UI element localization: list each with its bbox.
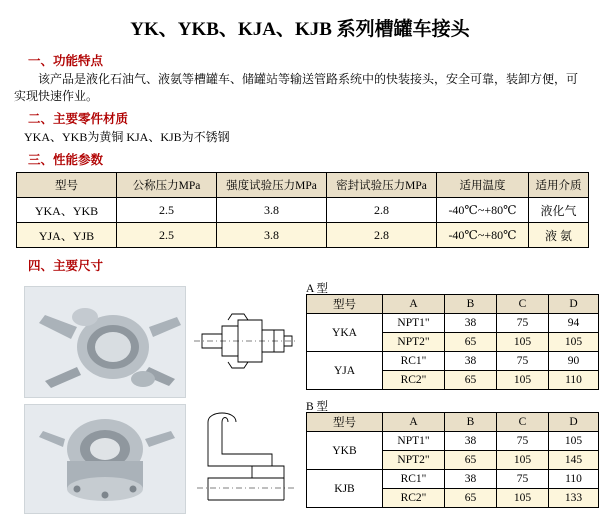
col-header: C [497, 295, 549, 314]
col-header: 型号 [17, 173, 117, 198]
page-title: YK、YKB、KJA、KJB 系列槽罐车接头 [130, 19, 470, 40]
cell: 105 [549, 333, 599, 352]
cell: 65 [445, 371, 497, 390]
cell: RC2" [383, 489, 445, 508]
col-header: B [445, 295, 497, 314]
cell: RC1" [383, 470, 445, 489]
cell: 液化气 [529, 198, 589, 223]
cell: 75 [497, 352, 549, 371]
cell: NPT1" [383, 314, 445, 333]
cell: 75 [497, 314, 549, 333]
cell: 105 [497, 371, 549, 390]
col-header: D [549, 413, 599, 432]
section-heading-performance: 三、性能参数 [28, 153, 104, 167]
cell: 145 [549, 451, 599, 470]
col-header: 适用介质 [529, 173, 589, 198]
model-cell: YKB [307, 432, 383, 470]
cell: 133 [549, 489, 599, 508]
cell: NPT2" [383, 333, 445, 352]
coupling-photo-a [25, 287, 185, 397]
cell: 2.5 [117, 223, 217, 248]
col-header: 型号 [307, 413, 383, 432]
cell: 65 [445, 451, 497, 470]
cell: 75 [497, 432, 549, 451]
drawing-a-container [192, 286, 300, 396]
cell: 75 [497, 470, 549, 489]
cell: 65 [445, 333, 497, 352]
cell: -40℃~+80℃ [437, 223, 529, 248]
cell: 2.5 [117, 198, 217, 223]
cell: 94 [549, 314, 599, 333]
cell: 110 [549, 371, 599, 390]
table-row [17, 223, 589, 248]
cell: 2.8 [327, 198, 437, 223]
performance-table [16, 172, 589, 248]
col-header: A [383, 413, 445, 432]
cell: 液 氨 [529, 223, 589, 248]
cell: 3.8 [217, 223, 327, 248]
table-row [17, 198, 589, 223]
cell: 3.8 [217, 198, 327, 223]
dimensions-area [14, 280, 586, 530]
col-header: 适用温度 [437, 173, 529, 198]
col-header: C [497, 413, 549, 432]
table-row [307, 314, 599, 333]
cell: RC2" [383, 371, 445, 390]
cell: 38 [445, 432, 497, 451]
section-heading-dimensions: 四、主要尺寸 [28, 259, 104, 273]
cell: 105 [549, 432, 599, 451]
photo-a-container [24, 286, 186, 398]
table-header-row [307, 295, 599, 314]
caption-type-b: B 型 [306, 401, 329, 413]
cell: 65 [445, 489, 497, 508]
cell: 105 [497, 489, 549, 508]
drawing-b-container [192, 404, 300, 512]
cell: 38 [445, 314, 497, 333]
section-heading-features: 一、功能特点 [28, 54, 104, 68]
col-header: 密封试验压力MPa [327, 173, 437, 198]
coupling-photo-b [25, 405, 185, 513]
model-cell: YKA [307, 314, 383, 352]
coupling-drawing-a [192, 286, 300, 396]
model-cell: KJB [307, 470, 383, 508]
table-header-row [307, 413, 599, 432]
materials-paragraph: YKA、YKB为黄铜 KJA、KJB为不锈钢 [24, 130, 230, 144]
cell: 90 [549, 352, 599, 371]
cell: 105 [497, 333, 549, 352]
section-heading-materials: 二、主要零件材质 [28, 112, 129, 126]
table-row [307, 470, 599, 489]
col-header: 公称压力MPa [117, 173, 217, 198]
cell: 38 [445, 470, 497, 489]
col-header: 型号 [307, 295, 383, 314]
table-row [307, 352, 599, 371]
cell: 2.8 [327, 223, 437, 248]
table-row [307, 432, 599, 451]
col-header: 强度试验压力MPa [217, 173, 327, 198]
cell: RC1" [383, 352, 445, 371]
col-header: D [549, 295, 599, 314]
col-header: A [383, 295, 445, 314]
cell: 110 [549, 470, 599, 489]
dimension-table-a [306, 294, 599, 390]
table-header-row [17, 173, 589, 198]
coupling-drawing-b [192, 404, 300, 512]
features-paragraph: 该产品是液化石油气、液氨等槽罐车、储罐站等输送管路系统中的快装接头，安全可靠，装卸方便，可实现快速作业。 [14, 72, 579, 103]
caption-type-a: A 型 [306, 283, 329, 295]
cell: 105 [497, 451, 549, 470]
model-cell: YJA [307, 352, 383, 390]
cell: YJA、YJB [17, 223, 117, 248]
cell: NPT1" [383, 432, 445, 451]
cell: 38 [445, 352, 497, 371]
photo-b-container [24, 404, 186, 514]
cell: -40℃~+80℃ [437, 198, 529, 223]
cell: YKA、YKB [17, 198, 117, 223]
col-header: B [445, 413, 497, 432]
dimension-table-b [306, 412, 599, 508]
cell: NPT2" [383, 451, 445, 470]
